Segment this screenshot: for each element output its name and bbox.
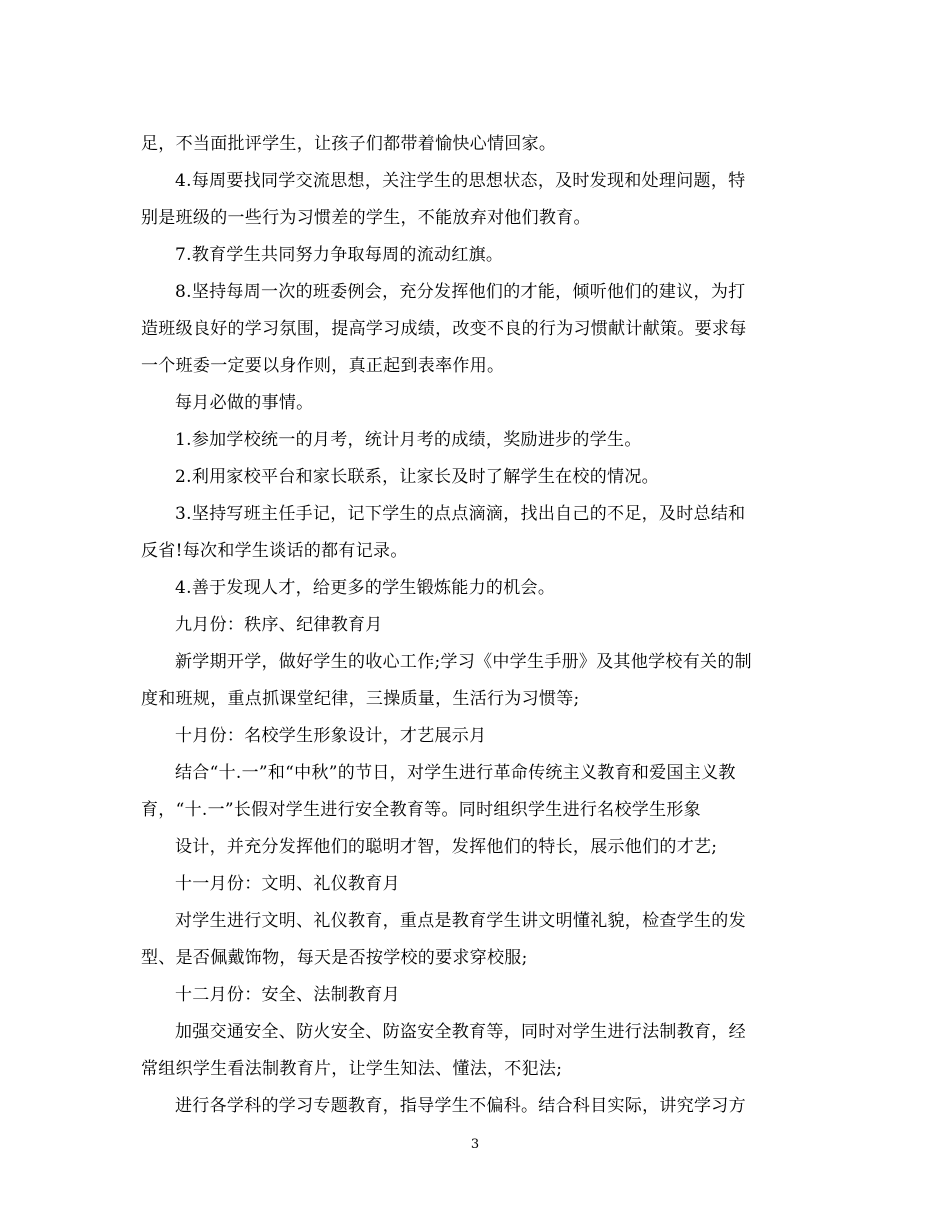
text-line: 3.坚持写班主任手记，记下学生的点点滴滴，找出自己的不足，及时总结和 [175,504,746,524]
section-heading: 十二月份：安全、法制教育月 [175,985,400,1005]
text-line: 8.坚持每周一次的班委例会，充分发挥他们的才能，倾听他们的建议，为打 [175,282,746,302]
section-heading: 十一月份：文明、礼仪教育月 [175,874,400,894]
text-line: 1.参加学校统一的月考，统计月考的成绩，奖励进步的学生。 [175,430,642,450]
page-number: 3 [470,1137,480,1152]
text-line: 新学期开学，做好学生的收心工作;学习《中学生手册》及其他学校有关的制 [175,652,752,672]
text-line: 反省!每次和学生谈话的都有记录。 [141,541,408,561]
text-line: 对学生进行文明、礼仪教育，重点是教育学生讲文明懂礼貌，检查学生的发 [175,911,746,931]
text-line: 常组织学生看法制教育片，让学生知法、懂法，不犯法; [141,1059,563,1079]
text-line: 别是班级的一些行为习惯差的学生，不能放弃对他们教育。 [141,208,591,228]
text-line: 结合“十.一”和“中秋”的节日，对学生进行革命传统主义教育和爱国主义教 [175,763,736,783]
text-line: 加强交通安全、防火安全、防盗安全教育等，同时对学生进行法制教育，经 [175,1022,746,1042]
text-line: 造班级良好的学习氛围，提高学习成绩，改变不良的行为习惯献计献策。要求每 [141,319,747,339]
text-line: 度和班规，重点抓课堂纪律，三操质量，生活行为习惯等; [141,689,580,709]
section-heading: 九月份：秩序、纪律教育月 [175,615,383,635]
text-line: 4.善于发现人才，给更多的学生锻炼能力的机会。 [175,578,556,598]
section-heading: 每月必做的事情。 [175,393,314,413]
section-heading: 十月份：名校学生形象设计，才艺展示月 [175,726,487,746]
text-line: 育，“十.一”长假对学生进行安全教育等。同时组织学生进行名校学生形象 [141,800,701,820]
text-line: 4.每周要找同学交流思想，关注学生的思想状态，及时发现和处理问题，特 [175,171,746,191]
text-line: 足，不当面批评学生，让孩子们都带着愉快心情回家。 [141,134,557,154]
text-line: 7.教育学生共同努力争取每周的流动红旗。 [175,245,504,265]
text-line: 2.利用家校平台和家长联系，让家长及时了解学生在校的情况。 [175,467,659,487]
text-line: 一个班委一定要以身作则，真正起到表率作用。 [141,356,505,376]
text-line: 设计，并充分发挥他们的聪明才智，发挥他们的特长，展示他们的才艺; [175,837,718,857]
text-line: 进行各学科的学习专题教育，指导学生不偏科。结合科目实际，讲究学习方 [175,1096,746,1116]
text-line: 型、是否佩戴饰物，每天是否按学校的要求穿校服; [141,948,528,968]
